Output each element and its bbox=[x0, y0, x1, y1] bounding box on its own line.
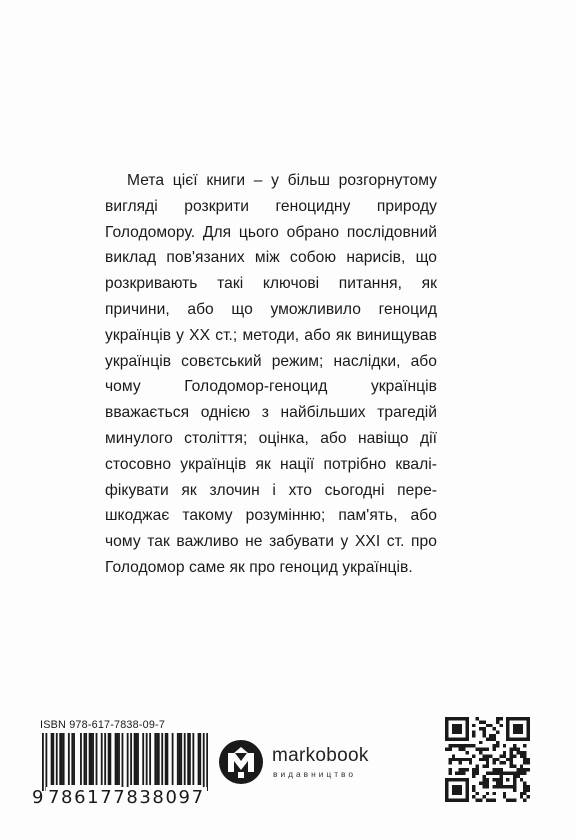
qr-module bbox=[513, 788, 516, 791]
qr-module bbox=[448, 771, 451, 774]
qr-module bbox=[469, 744, 472, 747]
qr-module bbox=[493, 737, 496, 740]
qr-module bbox=[506, 758, 509, 761]
barcode-bar bbox=[59, 733, 61, 785]
qr-module bbox=[482, 775, 485, 778]
qr-module bbox=[486, 754, 489, 757]
barcode-bar bbox=[51, 733, 53, 785]
qr-module bbox=[513, 744, 516, 747]
qr-module bbox=[448, 744, 451, 747]
barcode-bar bbox=[142, 733, 144, 785]
qr-module bbox=[459, 761, 462, 764]
qr-module bbox=[499, 717, 502, 720]
barcode-bar bbox=[165, 733, 167, 785]
qr-module bbox=[482, 720, 485, 723]
qr-module bbox=[486, 778, 489, 781]
qr-module bbox=[527, 788, 530, 791]
qr-module bbox=[482, 748, 485, 751]
qr-module bbox=[476, 765, 479, 768]
qr-module bbox=[523, 751, 526, 754]
qr-module bbox=[523, 761, 526, 764]
qr-module bbox=[472, 785, 475, 788]
qr-module bbox=[486, 737, 489, 740]
qr-module bbox=[486, 792, 489, 795]
qr-module bbox=[513, 724, 523, 734]
barcode-bar bbox=[80, 733, 82, 785]
barcode-bar bbox=[198, 733, 200, 785]
qr-module bbox=[472, 768, 475, 771]
qr-module bbox=[462, 768, 465, 771]
qr-module bbox=[476, 799, 479, 802]
qr-module bbox=[523, 792, 526, 795]
qr-module bbox=[493, 778, 496, 781]
qr-module bbox=[479, 751, 482, 754]
qr-module bbox=[496, 758, 499, 761]
qr-module bbox=[503, 761, 506, 764]
qr-module bbox=[448, 768, 451, 771]
qr-module bbox=[516, 748, 519, 751]
qr-module bbox=[459, 758, 462, 761]
barcode-bar bbox=[135, 733, 137, 785]
qr-module bbox=[482, 765, 485, 768]
qr-module bbox=[489, 771, 492, 774]
qr-module bbox=[459, 771, 462, 774]
qr-module bbox=[513, 765, 516, 768]
qr-module bbox=[520, 778, 523, 781]
qr-module bbox=[523, 758, 526, 761]
qr-module bbox=[486, 785, 489, 788]
barcode-bar bbox=[63, 733, 65, 785]
qr-module bbox=[493, 792, 496, 795]
qr-module bbox=[452, 744, 455, 747]
qr-module bbox=[496, 741, 499, 744]
barcode-bar bbox=[146, 733, 148, 785]
barcode-bar bbox=[192, 733, 194, 785]
qr-module bbox=[499, 754, 502, 757]
qr-module bbox=[479, 782, 482, 785]
qr-module bbox=[452, 785, 462, 795]
qr-module bbox=[496, 744, 499, 747]
qr-module bbox=[465, 751, 468, 754]
isbn-block bbox=[32, 719, 208, 808]
qr-module bbox=[482, 727, 485, 730]
qr-module bbox=[489, 737, 492, 740]
barcode-bar bbox=[61, 733, 63, 785]
qr-module bbox=[459, 768, 462, 771]
markobook-logo-icon bbox=[218, 739, 264, 785]
qr-module bbox=[482, 731, 485, 734]
qr-module bbox=[472, 775, 475, 778]
qr-module bbox=[496, 771, 499, 774]
barcode-bar bbox=[199, 733, 201, 785]
qr-module bbox=[482, 754, 485, 757]
barcode-bar bbox=[203, 733, 205, 791]
qr-module bbox=[479, 799, 482, 802]
qr-module bbox=[523, 744, 526, 747]
qr-module bbox=[499, 768, 502, 771]
isbn-label: ISBN 978-617-7838-09-7 bbox=[40, 719, 166, 731]
qr-module bbox=[516, 751, 519, 754]
barcode-number bbox=[32, 787, 208, 808]
qr-module bbox=[520, 765, 523, 768]
qr-module bbox=[510, 748, 513, 751]
qr-module bbox=[503, 795, 506, 798]
qr-module bbox=[486, 771, 489, 774]
qr-module bbox=[455, 758, 458, 761]
qr-module bbox=[452, 754, 455, 757]
qr-module bbox=[452, 758, 455, 761]
qr-module bbox=[493, 785, 496, 788]
qr-module bbox=[513, 754, 516, 757]
qr-module bbox=[462, 744, 465, 747]
qr-module bbox=[486, 799, 489, 802]
qr-module bbox=[520, 795, 523, 798]
qr-module bbox=[493, 744, 496, 747]
qr-module bbox=[459, 748, 462, 751]
qr-module bbox=[472, 724, 475, 727]
barcode-bar bbox=[73, 733, 75, 785]
barcode-bar bbox=[184, 733, 186, 785]
barcode-bar bbox=[167, 733, 169, 785]
barcode-bar bbox=[156, 733, 158, 785]
qr-module bbox=[499, 724, 502, 727]
qr-module bbox=[476, 771, 479, 774]
barcode-bar bbox=[137, 733, 139, 785]
qr-module bbox=[448, 761, 451, 764]
qr-module bbox=[503, 744, 506, 747]
qr-module bbox=[516, 771, 519, 774]
qr-module bbox=[503, 751, 506, 754]
qr-module bbox=[496, 768, 499, 771]
barcode-bar bbox=[42, 733, 44, 791]
barcode-bar bbox=[206, 733, 208, 791]
barcode-bar bbox=[187, 733, 189, 785]
qr-module bbox=[476, 792, 479, 795]
qr-module bbox=[523, 782, 526, 785]
qr-module bbox=[469, 758, 472, 761]
barcode-bar bbox=[158, 733, 160, 785]
qr-module bbox=[472, 795, 475, 798]
qr-module bbox=[523, 785, 526, 788]
qr-module bbox=[486, 724, 489, 727]
barcode-bar bbox=[96, 733, 98, 785]
barcode-bar bbox=[101, 733, 103, 785]
qr-module bbox=[493, 734, 496, 737]
book-description bbox=[105, 168, 437, 581]
barcode-bar bbox=[108, 733, 110, 785]
qr-module bbox=[520, 751, 523, 754]
barcode bbox=[42, 733, 208, 791]
qr-module bbox=[506, 799, 509, 802]
barcode-bar bbox=[180, 733, 182, 785]
barcode-bar bbox=[179, 733, 181, 785]
qr-module bbox=[523, 768, 526, 771]
barcode-bar bbox=[90, 733, 92, 785]
barcode-bar bbox=[71, 733, 73, 785]
barcode-bar bbox=[134, 733, 136, 785]
qr-module bbox=[486, 761, 489, 764]
qr-module bbox=[516, 768, 519, 771]
qr-module bbox=[520, 754, 523, 757]
qr-module bbox=[479, 720, 482, 723]
qr-module bbox=[496, 782, 499, 785]
qr-module bbox=[503, 754, 506, 757]
barcode-first-digit: 9 bbox=[32, 787, 46, 808]
qr-module bbox=[493, 758, 496, 761]
qr-module bbox=[472, 771, 475, 774]
qr-module bbox=[462, 748, 465, 751]
barcode-bar bbox=[172, 733, 174, 785]
qr-module bbox=[520, 771, 523, 774]
barcode-bar bbox=[52, 733, 54, 785]
qr-module bbox=[482, 778, 485, 781]
barcode-bar bbox=[115, 733, 117, 785]
publisher-logo bbox=[218, 739, 398, 789]
qr-module bbox=[520, 768, 523, 771]
barcode-bar bbox=[85, 733, 87, 785]
qr-module bbox=[493, 748, 496, 751]
qr-module bbox=[462, 771, 465, 774]
qr-module bbox=[476, 768, 479, 771]
qr-module bbox=[510, 751, 513, 754]
barcode-bar bbox=[104, 733, 106, 785]
qr-module bbox=[510, 761, 513, 764]
qr-module bbox=[482, 785, 485, 788]
qr-module bbox=[465, 758, 468, 761]
qr-module bbox=[489, 734, 492, 737]
barcode-bar bbox=[89, 733, 91, 785]
qr-module bbox=[462, 758, 465, 761]
qr-module bbox=[527, 761, 530, 764]
qr-module bbox=[510, 758, 513, 761]
qr-module bbox=[448, 748, 451, 751]
qr-module bbox=[510, 799, 513, 802]
barcode-bar bbox=[122, 733, 124, 791]
barcode-bar bbox=[68, 733, 70, 785]
barcode-bar bbox=[92, 733, 94, 785]
qr-module bbox=[469, 761, 472, 764]
qr-module bbox=[486, 758, 489, 761]
qr-module bbox=[472, 734, 475, 737]
barcode-bar bbox=[118, 733, 120, 785]
qr-module bbox=[493, 727, 496, 730]
qr-module bbox=[493, 768, 496, 771]
qr-module bbox=[486, 748, 489, 751]
qr-module bbox=[527, 795, 530, 798]
barcode-bar bbox=[189, 733, 191, 785]
qr-module bbox=[445, 748, 448, 751]
qr-module bbox=[513, 748, 516, 751]
qr-module bbox=[523, 754, 526, 757]
qr-module bbox=[523, 788, 526, 791]
qr-module bbox=[513, 799, 516, 802]
qr-module bbox=[472, 744, 475, 747]
qr-module bbox=[472, 754, 475, 757]
barcode-bar bbox=[56, 733, 58, 785]
qr-module bbox=[455, 771, 458, 774]
qr-module bbox=[527, 785, 530, 788]
qr-module bbox=[527, 758, 530, 761]
qr-module bbox=[493, 771, 496, 774]
description-paragraph: Мета цієї книги – у більш розгорнутому вигляді розкрити геноцидну природу Голодомору. Для цього обрано послідовний виклад пов'язаних між собою нарисів, що розкривають такі ключові питання, як причини, або що уможливило геноцид українців у ХХ ст.; методи, або як винищував українців совєтський режим; наслідки, або чому Голодомор-геноцид українців вважається однією з найбільших трагедій минулого століття; оцінка, або навіщо дії стосовно українців як нації потрібно кваліфікувати як злочин і хто сьогодні перешкоджає такому розумінню; пам'ять, або чому так важливо не забувати у ХХІ ст. про Голодомор саме як про геноцид українців. bbox=[105, 172, 437, 576]
qr-module bbox=[489, 754, 492, 757]
qr-module bbox=[448, 758, 451, 761]
qr-module bbox=[479, 758, 482, 761]
qr-module bbox=[516, 775, 519, 778]
qr-module bbox=[499, 761, 502, 764]
qr-module bbox=[479, 727, 482, 730]
barcode-bar bbox=[109, 733, 111, 785]
qr-module bbox=[493, 799, 496, 802]
qr-module bbox=[496, 731, 499, 734]
qr-module bbox=[510, 754, 513, 757]
qr-module bbox=[496, 778, 499, 781]
qr-module bbox=[493, 761, 496, 764]
qr-module bbox=[455, 744, 458, 747]
qr-module bbox=[472, 731, 475, 734]
qr-module bbox=[510, 765, 513, 768]
qr-module bbox=[496, 720, 499, 723]
barcode-bar bbox=[127, 733, 129, 791]
qr-module bbox=[452, 724, 462, 734]
qr-module bbox=[465, 744, 468, 747]
barcode-bar bbox=[154, 733, 156, 785]
barcode-bar bbox=[177, 733, 179, 785]
qr-module bbox=[476, 748, 479, 751]
qr-module bbox=[486, 765, 489, 768]
qr-module bbox=[506, 778, 509, 781]
publisher-subtitle: видавництво bbox=[273, 769, 357, 779]
qr-module bbox=[459, 744, 462, 747]
qr-module bbox=[496, 785, 499, 788]
qr-module bbox=[465, 768, 468, 771]
qr-module bbox=[482, 734, 485, 737]
qr-module bbox=[482, 795, 485, 798]
qr-module bbox=[482, 758, 485, 761]
barcode-bar bbox=[149, 733, 151, 785]
barcode-digits: 786177838097 bbox=[48, 787, 205, 808]
qr-module bbox=[503, 792, 506, 795]
qr-module bbox=[523, 799, 526, 802]
barcode-bar bbox=[45, 733, 47, 791]
qr-module bbox=[476, 717, 479, 720]
qr-module bbox=[482, 782, 485, 785]
qr-code bbox=[445, 717, 530, 802]
qr-module bbox=[520, 792, 523, 795]
barcode-bar bbox=[161, 733, 163, 785]
qr-module bbox=[486, 782, 489, 785]
qr-module bbox=[527, 768, 530, 771]
barcode-bar bbox=[130, 733, 132, 785]
barcode-bar bbox=[84, 733, 86, 785]
qr-module bbox=[479, 748, 482, 751]
publisher-name: markobook bbox=[272, 745, 369, 766]
qr-module bbox=[489, 799, 492, 802]
barcode-bar bbox=[116, 733, 118, 785]
qr-module bbox=[496, 717, 499, 720]
qr-module bbox=[479, 741, 482, 744]
qr-module bbox=[472, 788, 475, 791]
qr-module bbox=[489, 724, 492, 727]
qr-module bbox=[523, 771, 526, 774]
